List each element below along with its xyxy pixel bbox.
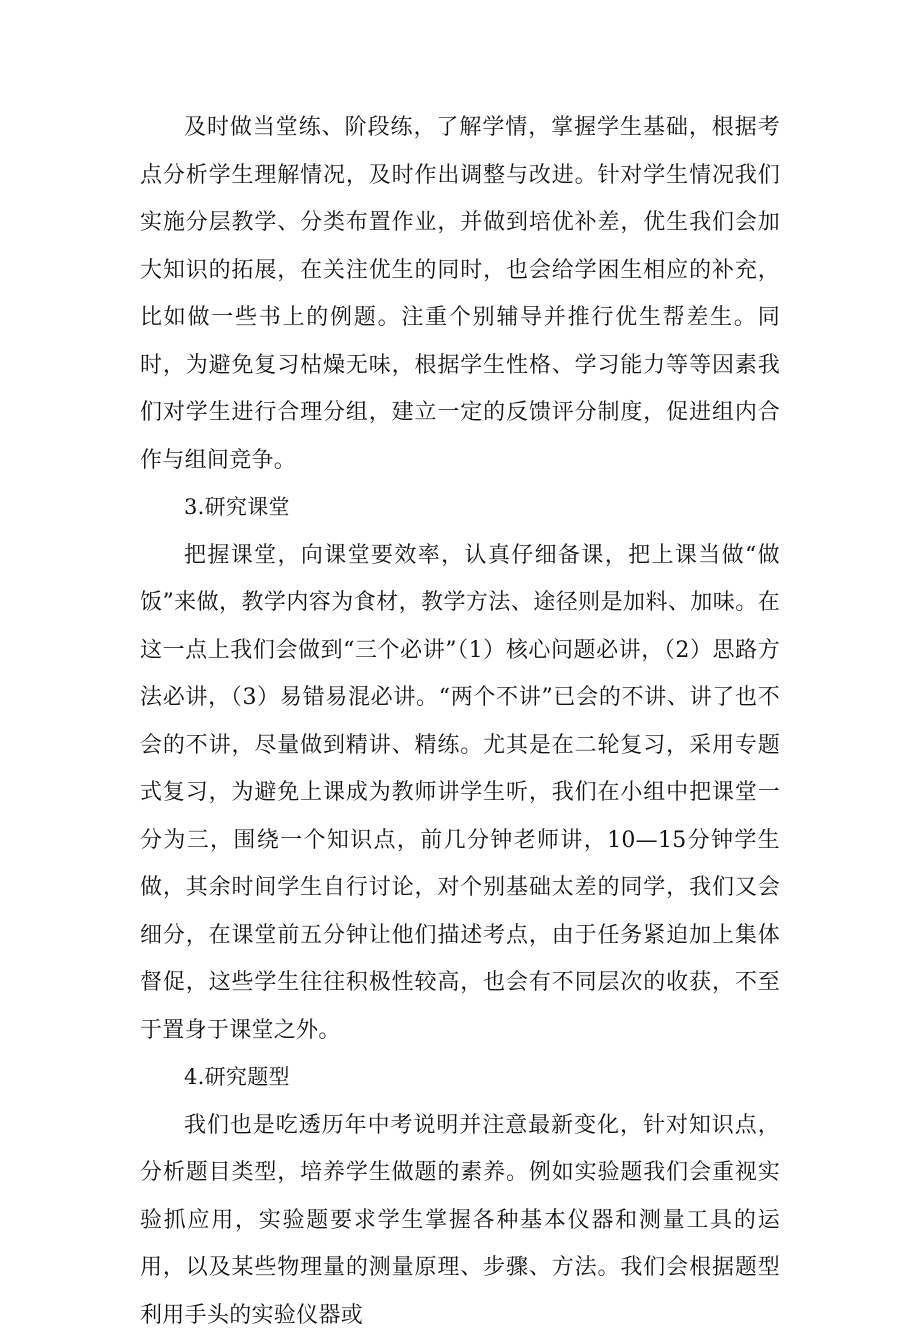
document-body (140, 104, 780, 1339)
paragraph-differentiated-teaching: 及时做当堂练、阶段练，了解学情，掌握学生基础，根据考点分析学生理解情况，及时作出调整与改进。针对学生情况我们实施分层教学、分类布置作业，并做到培优补差，优生我们会加大知识的拓展，在关注优生的同时，也会给学困生相应的补充，比如做一些书上的例题。注重个别辅导并推行优生帮差生。同时，为避免复习枯燥无味，根据学生性格、学习能力等等因素我们对学生进行合理分组，建立一定的反馈评分制度，促进组内合作与组间竞争。 (140, 104, 780, 484)
section-heading-classroom: 3.研究课堂 (140, 484, 780, 532)
section-heading-question-types: 4.研究题型 (140, 1054, 780, 1102)
paragraph-classroom-efficiency: 把握课堂，向课堂要效率，认真仔细备课，把上课当做“做饭”来做，教学内容为食材，教学方法、途径则是加料、加味。在这一点上我们会做到“三个必讲”（1）核心问题必讲，（2）思路方法必讲，（3）易错易混必讲。“两个不讲”已会的不讲、讲了也不会的不讲，尽量做到精讲、精练。尤其是在二轮复习，采用专题式复习，为避免上课成为教师讲学生听，我们在小组中把课堂一分为三，围绕一个知识点，前几分钟老师讲，10—15分钟学生做，其余时间学生自行讨论，对个别基础太差的同学，我们又会细分，在课堂前五分钟让他们描述考点，由于任务紧迫加上集体督促，这些学生往往积极性较高，也会有不同层次的收获，不至于置身于课堂之外。 (140, 532, 780, 1055)
paragraph-question-types: 我们也是吃透历年中考说明并注意最新变化，针对知识点，分析题目类型，培养学生做题的素养。例如实验题我们会重视实验抓应用，实验题要求学生掌握各种基本仪器和测量工具的运用，以及某些物理量的测量原理、步骤、方法。我们会根据题型利用手头的实验仪器或 (140, 1102, 780, 1339)
